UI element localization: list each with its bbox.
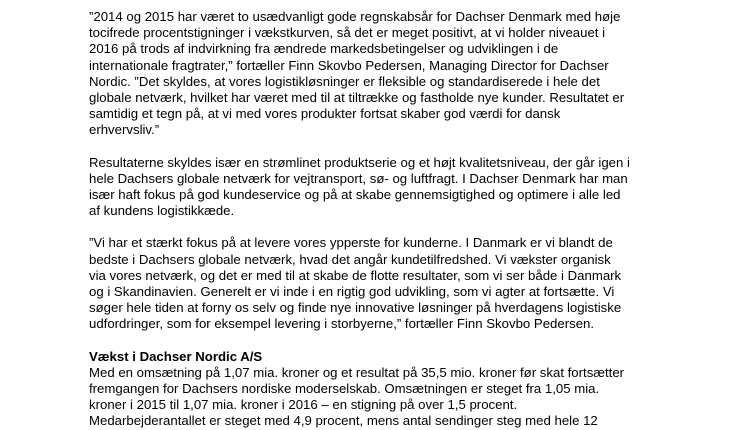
paragraph-1: ”2014 og 2015 har været to usædvanligt gode regnskabsår for Dachser Denmark med høje tocifrede procentstigninger i vækstkurven, så det er meget positivt, at vi holder niveauet i 2016 på trods af indvirkning fra ændrede markedsbetingelser og udviklingen i de internationale fragtrater,” fortæller Finn Skovbo Pedersen, Managing Director for Dachser Nordic. ”Det skyldes, at vores logistikløsninger er fleksible og standardiserede i hele det globale netværk, hvilket har været med til at tiltrække og fastholde nye kunder. Resultatet er samtidig et tegn på, at vi med vores produkter fortsat skaber god værdi for dansk erhvervsliv.” bbox=[89, 9, 625, 138]
paragraph-3: ”Vi har et stærkt fokus på at levere vores ypperste for kunderne. I Danmark er vi blandt de bedste i Dachsers globale netværk, hvad det angår kundetilfredshed. Vi vækster organisk via vores netværk, og det er med til at skabe de flotte resultater, som vi ser både i Danmark og i Skandinavien. Generelt er vi inde i en rigtig god udvikling, som vi agter at fortsætte. Vi søger hele tiden at forny os selv og finde nye innovative løsninger på hverdagens logistiske udfordringer, som for eksempel levering i storbyerne,” fortæller Finn Skovbo Pedersen. bbox=[89, 235, 622, 332]
document-page bbox=[89, 9, 659, 430]
paragraph-2: Resultaterne skyldes især en strømlinet produktserie og et højt kvalitetsniveau, der går igen i hele Dachsers globale netværk for vejtransport, sø- og luftfragt. I Dachser Denmark har man især haft fokus på god kundeservice og på at skabe gennemsigtighed og optimere i alle led af kundens logistikkæde. bbox=[89, 154, 630, 219]
section-body: Med en omsætning på 1,07 mia. kroner og et resultat på 35,5 mio. kroner før skat fortsætter fremgangen for Dachsers nordiske moderselskab. Omsætningen er steget fra 1,05 mia. kroner i 2015 til 1,07 mia. kroner i 2016 – en stigning på over 1,5 procent. Medarbejderantallet er steget med 4,9 procent, mens antal sendinger steg med hele 12 bbox=[89, 364, 625, 429]
section-heading: Vækst i Dachser Nordic A/S bbox=[89, 348, 263, 364]
